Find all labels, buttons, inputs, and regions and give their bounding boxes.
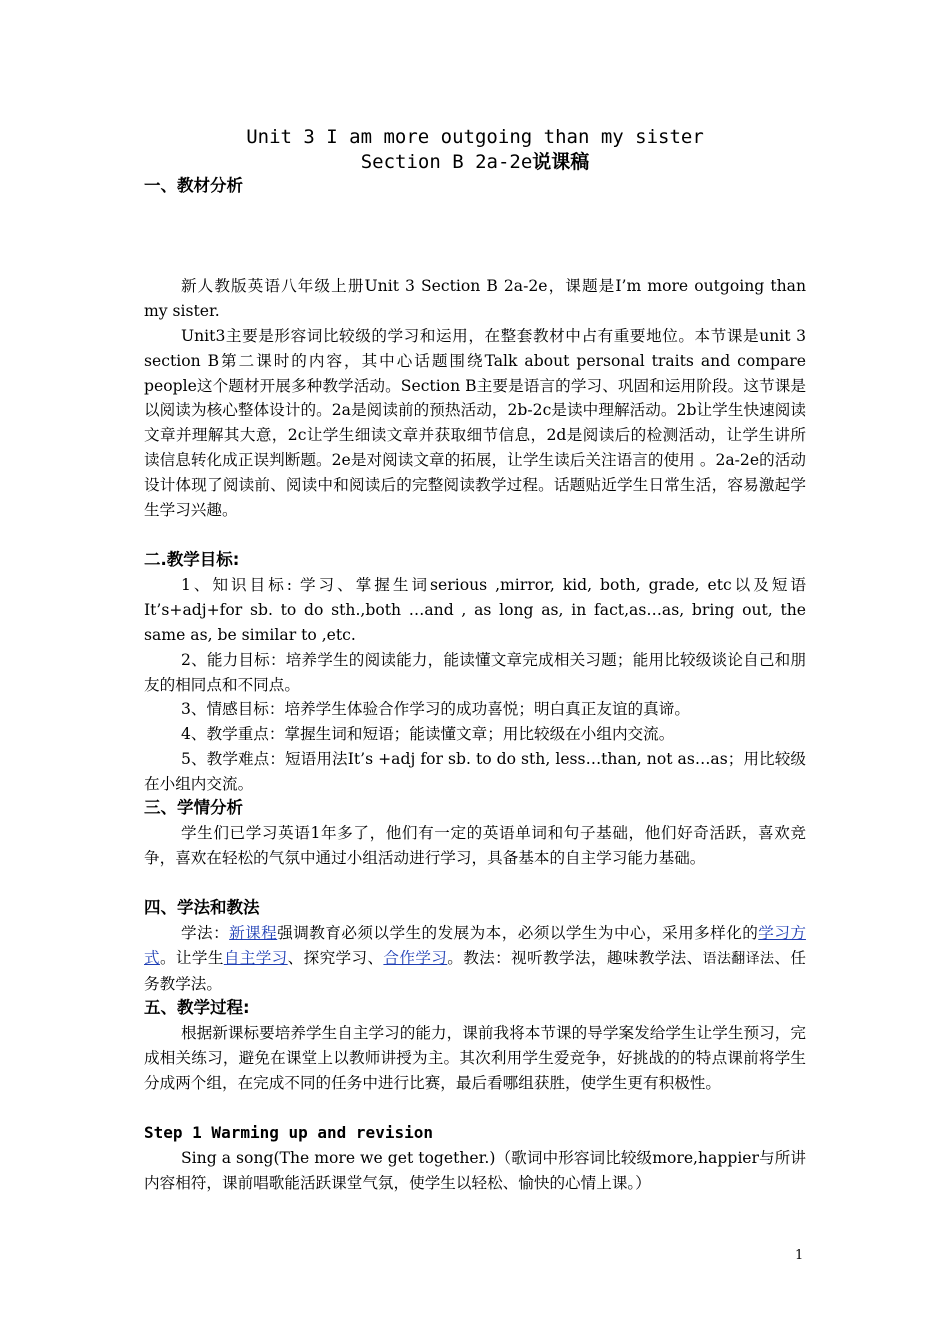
methods-text-b: 强调教育必须以学生的发展为本，必须以学生为中心，采用多样化的: [277, 924, 759, 942]
link-self-learning[interactable]: 自主学习: [223, 948, 288, 967]
subtitle-kind: 说课稿: [532, 151, 590, 173]
methods-text-f: 语法翻译法: [702, 950, 775, 967]
link-learning-style[interactable]: 学习方式: [144, 924, 806, 967]
goal-emotion: 3、情感目标：培养学生体验合作学习的成功喜悦；明白真正友谊的真谛。: [181, 700, 690, 718]
goal-key-points: 4、教学重点：掌握生词和短语；能读懂文章；用比较级在小组内交流。: [181, 725, 675, 743]
section-heading-materials: 一、教材分析: [144, 176, 243, 195]
section-heading-students: 三、学情分析: [144, 798, 243, 817]
goal-difficulties: 5、教学难点：短语用法It’s +adj for sb. to do sth, less…than, not as…as；用比较级在小组内交流。: [144, 750, 806, 793]
methods-text-a: 学法：: [181, 924, 230, 942]
step-1-heading: Step 1 Warming up and revision: [144, 1123, 433, 1142]
section-heading-goals: 二.教学目标:: [144, 550, 240, 569]
methods-text-e: 。教法：视听教学法，趣味教学法、: [447, 948, 703, 967]
analysis-paragraph-2: Unit3主要是形容词比较级的学习和运用，在整套教材中占有重要地位。本节课是unit 3 section B第二课时的内容，其中心话题围绕Talk about personal traits and compare people这个题材开展多种教学活动。Section B主要是语言的学习、巩固和运用阶段。这节课是以阅读为核心整体设计的。2a是阅读前的预热活动，2b-2c是读中理解活动。2b让学生快速阅读文章并理解其大意，2c让学生细读文章并获取细节信息，2d是阅读后的检测活动，让学生讲所读信息转化成正误判断题。2e是对阅读文章的拓展，让学生读后关注语言的使用 。2a-2e的活动设计体现了阅读前、阅读中和阅读后的完整阅读教学过程。话题贴近学生日常生活，容易激起学生学习兴趣。: [144, 327, 806, 519]
methods-text-g: 、任务教学法。: [144, 948, 806, 993]
methods-text-c: 。让学生: [159, 948, 224, 967]
students-paragraph: 学生们已学习英语1年多了，他们有一定的英语单词和句子基础，他们好奇活跃，喜欢竞争，喜欢在轻松的气氛中通过小组活动进行学习，具备基本的自主学习能力基础。: [144, 824, 806, 867]
goal-ability: 2、能力目标：培养学生的阅读能力，能读懂文章完成相关习题；能用比较级谈论自己和朋友的相同点和不同点。: [144, 651, 806, 694]
section-heading-process: 五、教学过程:: [144, 998, 250, 1017]
methods-text-d: 、探究学习、: [287, 948, 384, 967]
link-cooperative-learning[interactable]: 合作学习: [383, 948, 448, 967]
document-subtitle: [0, 150, 950, 175]
document-title: Unit 3 I am more outgoing than my sister: [246, 126, 704, 148]
link-new-curriculum[interactable]: 新课程: [229, 924, 278, 942]
process-paragraph: 根据新课标要培养学生自主学习的能力，课前我将本节课的导学案发给学生让学生预习，完成相关练习，避免在课堂上以教师讲授为主。其次利用学生爱竞争，好挑战的的特点课前将学生分成两个组，在完成不同的任务中进行比赛，最后看哪组获胜，使学生更有积极性。: [144, 1024, 806, 1092]
goal-knowledge: 1、知识目标: 学习、掌握生词serious ,mirror, kid, both, grade, etc以及短语It’s+adj+for sb. to do sth.,both …and , as long as, in fact,as…as, bring out, the same as, be similar to ,etc.: [144, 576, 806, 644]
subtitle-section: Section B 2a-2e: [360, 151, 533, 173]
section-heading-methods: 四、学法和教法: [144, 898, 260, 917]
step-1-paragraph: Sing a song(The more we get together.)（歌词中形容词比较级more,happier与所讲内容相符，课前唱歌能活跃课堂气氛，使学生以轻松、愉快的心情上课。）: [144, 1149, 806, 1192]
page-number: 1: [795, 1248, 804, 1263]
methods-paragraph: [144, 921, 806, 996]
analysis-paragraph-1: 新人教版英语八年级上册Unit 3 Section B 2a-2e，课题是I’m more outgoing than my sister.: [144, 277, 806, 320]
